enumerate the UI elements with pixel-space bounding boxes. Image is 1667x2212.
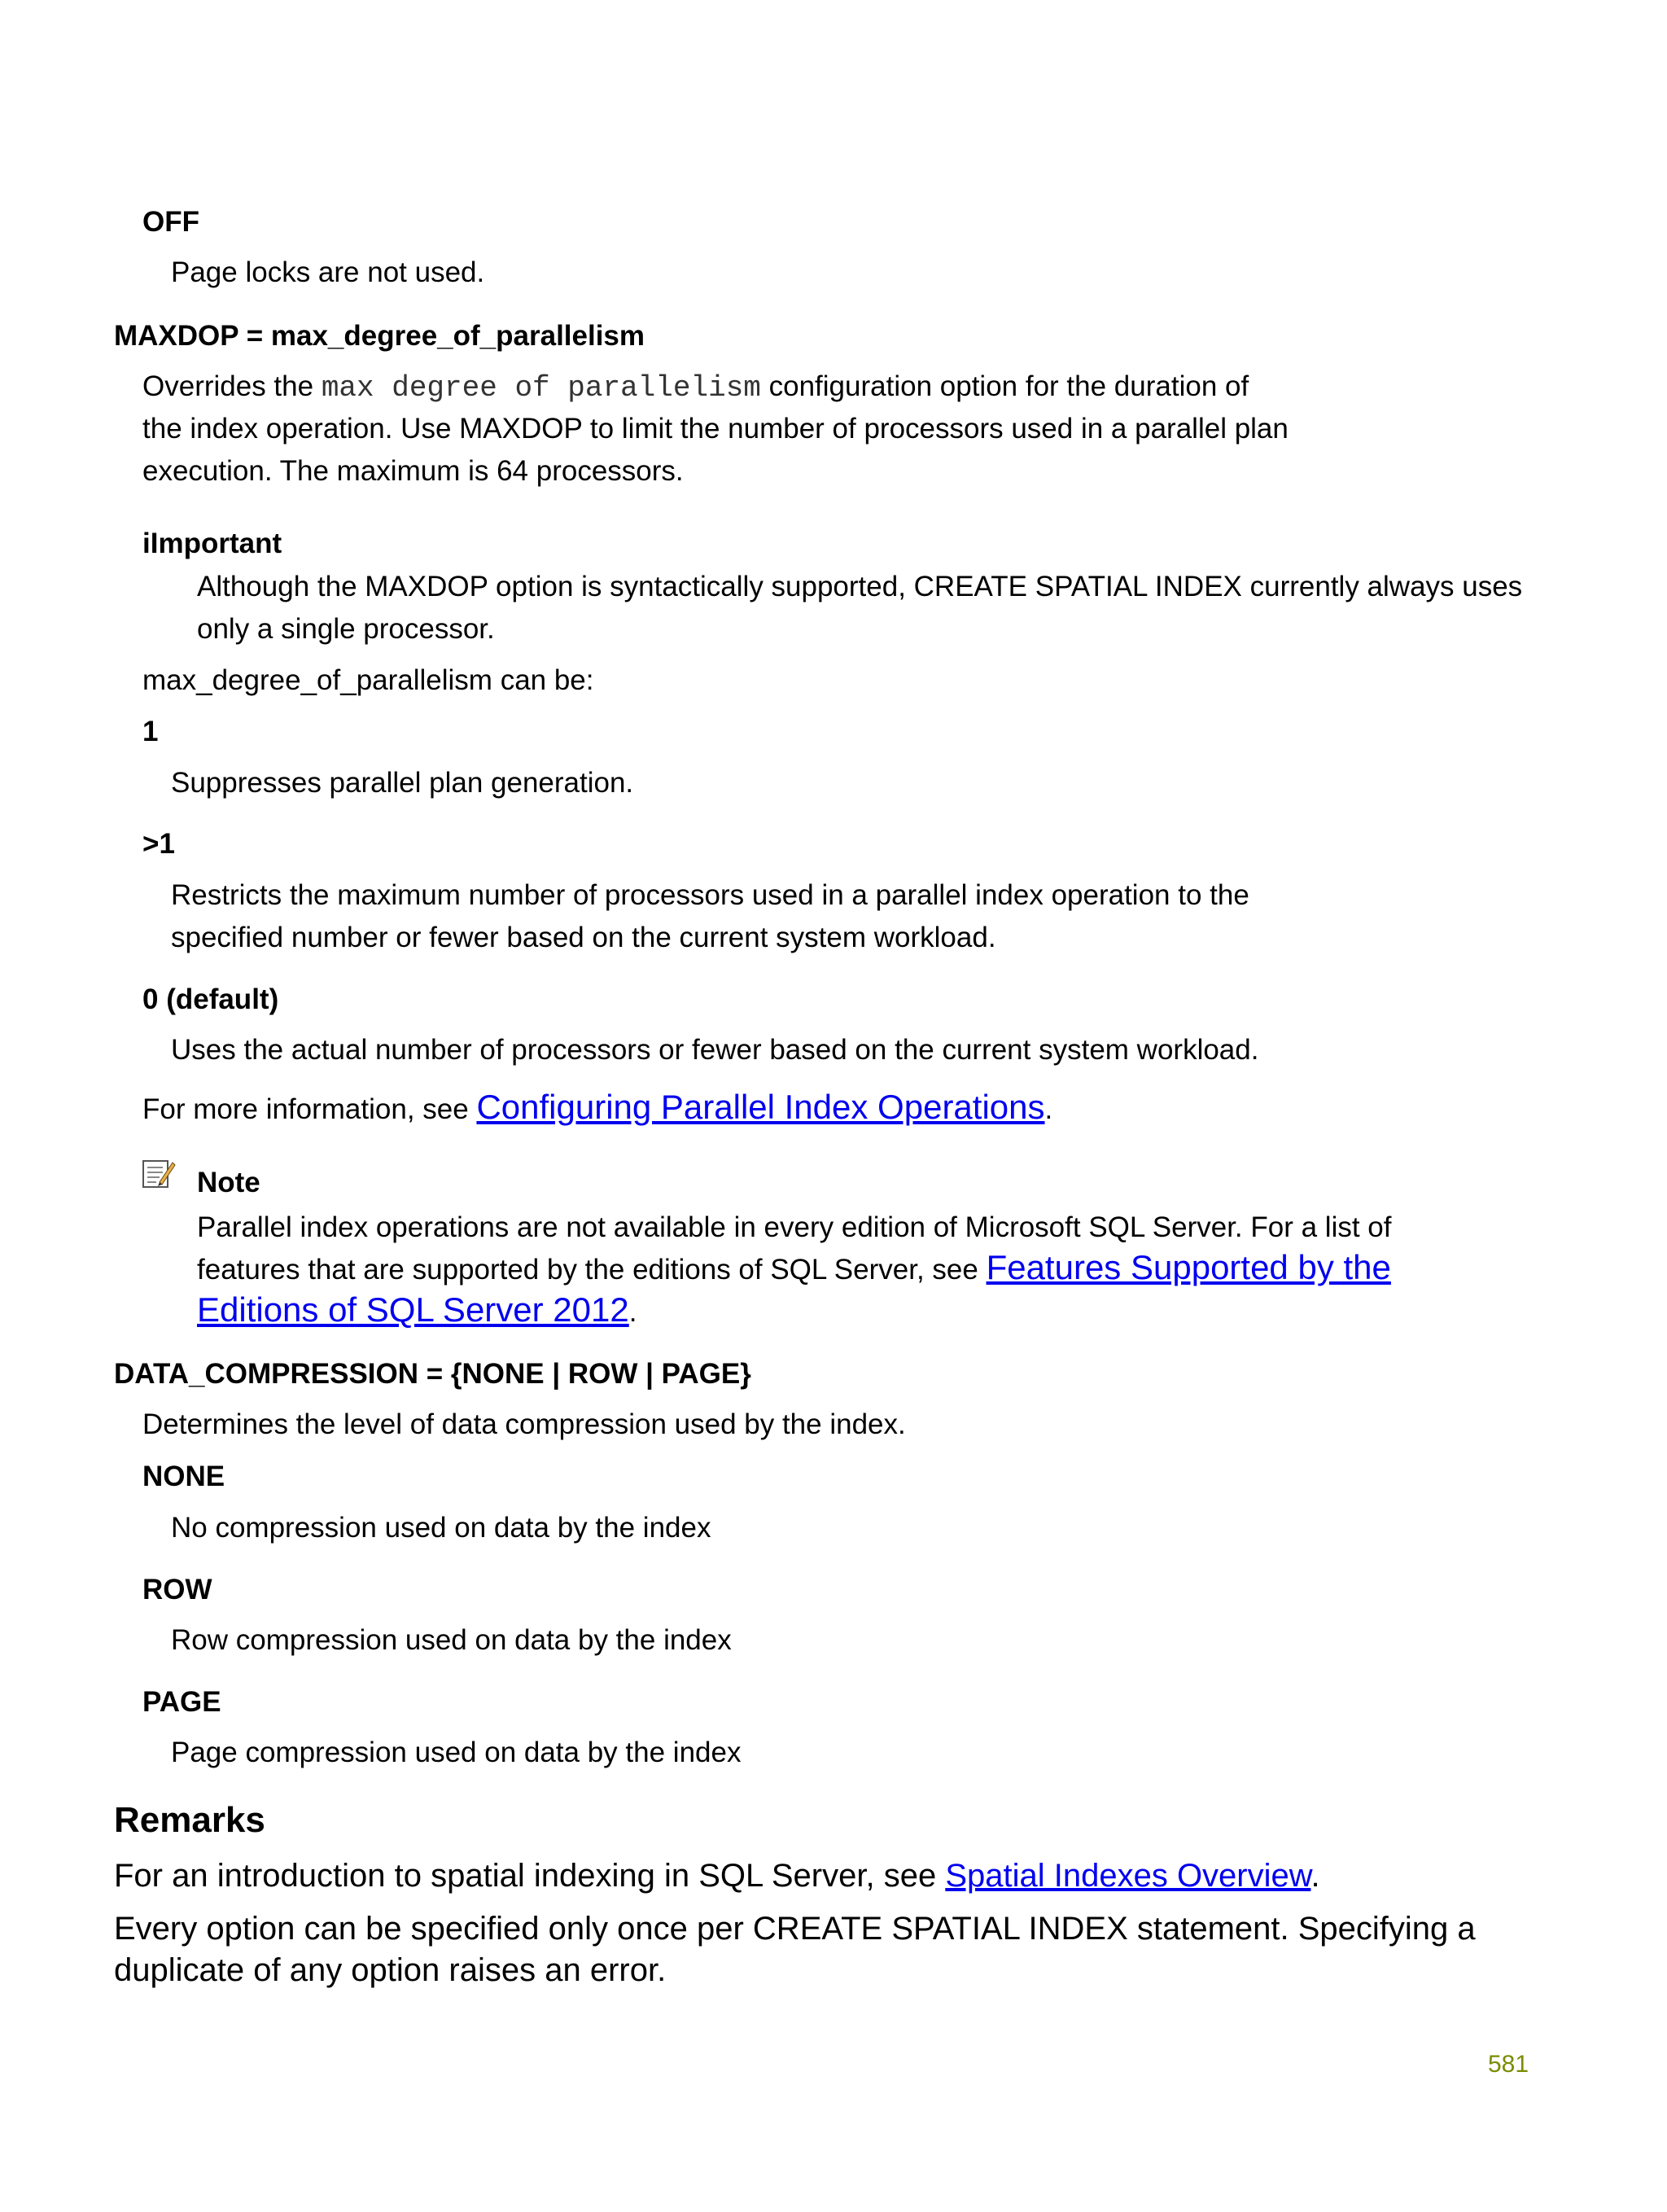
important-title: iImportant — [142, 528, 282, 559]
more-info-line — [142, 1087, 1052, 1128]
compression-desc-none: No compression used on data by the index — [171, 1512, 711, 1544]
remarks-line2: Every option can be specified only once per CREATE SPATIAL INDEX statement. Specifying a — [114, 1911, 1476, 1947]
note-line2-prefix: features that are supported by the editions of SQL Server, see — [197, 1254, 987, 1286]
maxdop-heading: MAXDOP = max_degree_of_parallelism — [114, 320, 645, 352]
maxdop-desc-suffix: configuration option for the duration of — [760, 370, 1249, 402]
value-desc-gt1-line1: Restricts the maximum number of processors used in a parallel index operation to the — [171, 879, 1249, 911]
remarks-line3: duplicate of any option raises an error. — [114, 1952, 667, 1988]
value-desc-1: Suppresses parallel plan generation. — [171, 767, 634, 799]
compression-term-row: ROW — [142, 1574, 212, 1605]
maxdop-description-line2: the index operation. Use MAXDOP to limit the number of processors used in a parallel plan — [142, 413, 1289, 445]
note-title: Note — [197, 1167, 260, 1198]
note-line3 — [197, 1290, 637, 1330]
note-line1: Parallel index operations are not available in every edition of Microsoft SQL Server. For a list of — [197, 1211, 1392, 1243]
value-term-gt1: >1 — [142, 828, 175, 860]
maxdop-desc-code: max degree of parallelism — [321, 371, 761, 405]
note-line3-suffix: . — [628, 1296, 637, 1328]
more-info-prefix: For more information, see — [142, 1093, 477, 1125]
term-off: OFF — [142, 206, 199, 238]
note-line2 — [197, 1247, 1391, 1288]
remarks-intro-prefix: For an introduction to spatial indexing in SQL Server, see — [114, 1858, 946, 1894]
compression-desc-page: Page compression used on data by the index — [171, 1737, 742, 1768]
data-compression-description: Determines the level of data compression used by the index. — [142, 1408, 906, 1440]
page-number: 581 — [1488, 2051, 1529, 2078]
more-info-suffix: . — [1044, 1093, 1053, 1125]
important-line2: only a single processor. — [197, 613, 495, 645]
remarks-intro — [114, 1856, 1320, 1895]
compression-term-page: PAGE — [142, 1686, 221, 1718]
maxdop-description-line1 — [142, 370, 1249, 405]
term-off-description: Page locks are not used. — [171, 256, 485, 288]
value-term-default: 0 (default) — [142, 983, 279, 1015]
value-desc-gt1-line2: specified number or fewer based on the current system workload. — [171, 922, 996, 953]
configuring-parallel-index-operations-link[interactable]: Configuring Parallel Index Operations — [476, 1088, 1045, 1126]
important-line1: Although the MAXDOP option is syntactically supported, CREATE SPATIAL INDEX currently always uses — [197, 571, 1523, 602]
spatial-indexes-overview-link[interactable]: Spatial Indexes Overview — [945, 1858, 1311, 1894]
compression-term-none: NONE — [142, 1461, 225, 1492]
remarks-intro-suffix: . — [1310, 1858, 1320, 1894]
compression-desc-row: Row compression used on data by the index — [171, 1624, 732, 1656]
maxdop-desc-prefix: Overrides the — [142, 370, 322, 402]
features-supported-link-part2[interactable]: Editions of SQL Server 2012 — [197, 1290, 629, 1329]
maxdop-can-be: max_degree_of_parallelism can be: — [142, 664, 594, 696]
maxdop-description-line3: execution. The maximum is 64 processors. — [142, 455, 684, 487]
data-compression-heading: DATA_COMPRESSION = {NONE | ROW | PAGE} — [114, 1358, 751, 1390]
value-term-1: 1 — [142, 716, 159, 747]
features-supported-link-part1[interactable]: Features Supported by the — [986, 1248, 1391, 1286]
remarks-heading: Remarks — [114, 1800, 265, 1840]
value-desc-default: Uses the actual number of processors or fewer based on the current system workload. — [171, 1034, 1259, 1066]
note-icon — [140, 1158, 176, 1190]
